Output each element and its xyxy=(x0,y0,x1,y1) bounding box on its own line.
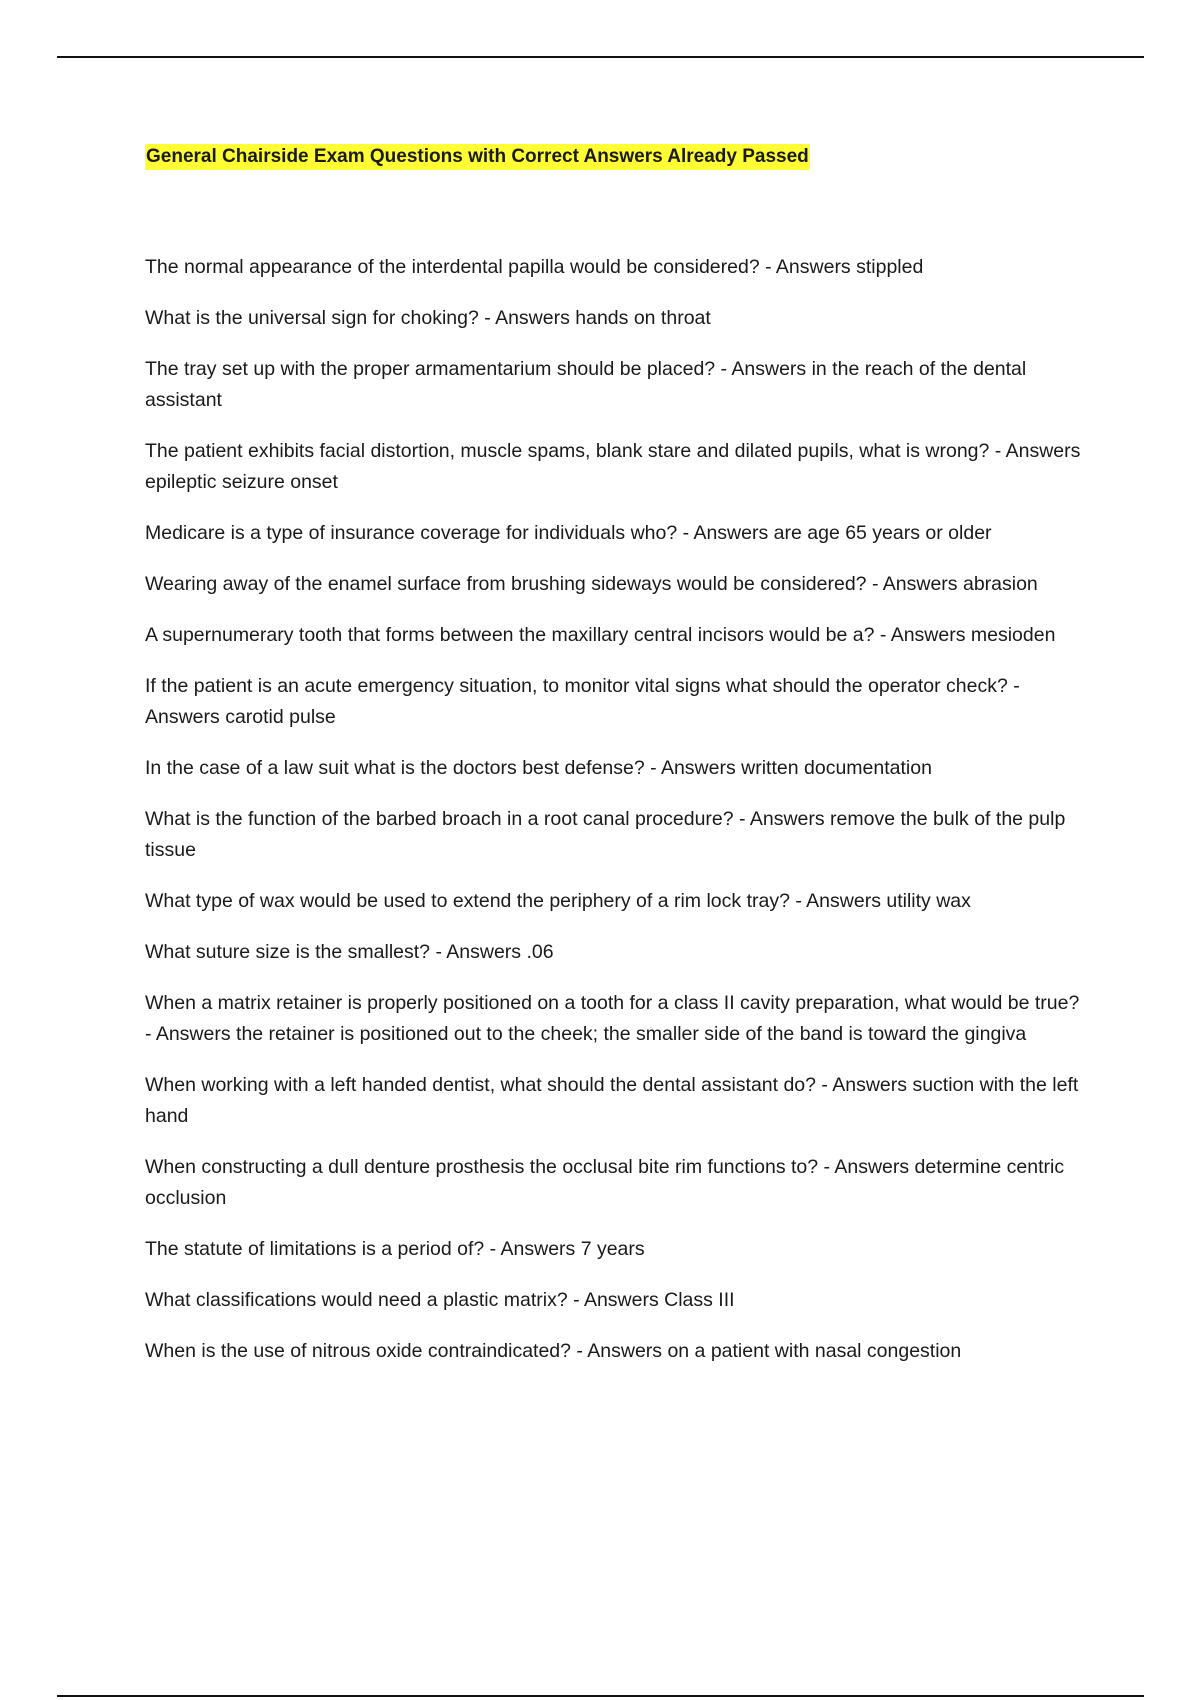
list-item: What suture size is the smallest? - Answers .06 xyxy=(145,941,554,963)
list-item: When constructing a dull denture prosthesis the occlusal bite rim functions to? - Answers determine centric occlusion xyxy=(145,1156,1065,1209)
list-item: In the case of a law suit what is the doctors best defense? - Answers written documentation xyxy=(145,757,932,779)
list-item: When is the use of nitrous oxide contraindicated? - Answers on a patient with nasal congestion xyxy=(145,1340,962,1362)
list-item: What classifications would need a plastic matrix? - Answers Class III xyxy=(145,1289,735,1311)
list-item: When working with a left handed dentist, what should the dental assistant do? - Answers suction with the left hand xyxy=(145,1074,1079,1127)
page-header-rule xyxy=(57,56,1144,58)
list-item: If the patient is an acute emergency situation, to monitor vital signs what should the operator check? - Answers carotid pulse xyxy=(145,675,1020,728)
list-item: When a matrix retainer is properly positioned on a tooth for a class II cavity preparation, what would be true? - Answers the retainer is positioned out to the cheek; the smaller side of the band is toward the gingiva xyxy=(145,992,1080,1045)
list-item: The statute of limitations is a period of? - Answers 7 years xyxy=(145,1238,645,1260)
page-footer-rule xyxy=(57,1695,1144,1697)
document-body xyxy=(145,144,1085,1387)
document-title: General Chairside Exam Questions with Correct Answers Already Passed xyxy=(145,144,810,170)
list-item: What is the function of the barbed broach in a root canal procedure? - Answers remove the bulk of the pulp tissue xyxy=(145,808,1066,861)
list-item: The normal appearance of the interdental papilla would be considered? - Answers stippled xyxy=(145,256,924,278)
document-title-wrapper xyxy=(145,144,1085,170)
list-item: Wearing away of the enamel surface from brushing sideways would be considered? - Answers abrasion xyxy=(145,573,1038,595)
list-item: What is the universal sign for choking? - Answers hands on throat xyxy=(145,307,711,329)
list-item: The tray set up with the proper armamentarium should be placed? - Answers in the reach of the dental assistant xyxy=(145,358,1027,411)
list-item: The patient exhibits facial distortion, muscle spams, blank stare and dilated pupils, what is wrong? - Answers epileptic seizure onset xyxy=(145,440,1081,493)
list-item: Medicare is a type of insurance coverage for individuals who? - Answers are age 65 years or older xyxy=(145,522,992,544)
list-item: A supernumerary tooth that forms between the maxillary central incisors would be a? - Answers mesioden xyxy=(145,624,1056,646)
list-item: What type of wax would be used to extend the periphery of a rim lock tray? - Answers utility wax xyxy=(145,890,971,912)
question-answer-list xyxy=(145,252,1085,1367)
